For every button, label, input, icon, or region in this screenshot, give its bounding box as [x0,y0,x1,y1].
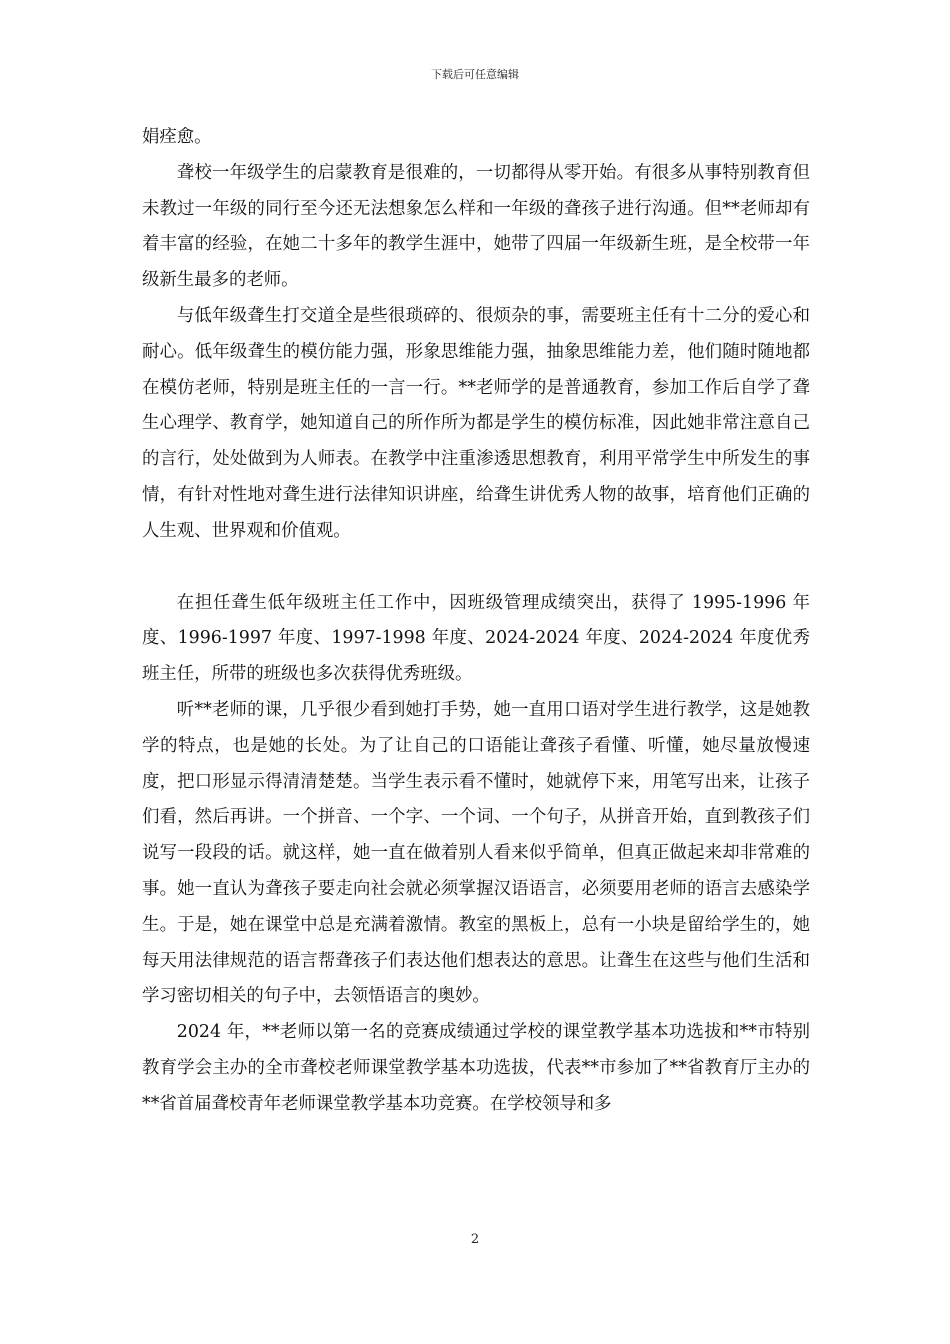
page-header: 下载后可任意编辑 [431,68,519,81]
paragraph-awards: 在担任聋生低年级班主任工作中，因班级管理成绩突出，获得了 1995-1996 年度、1996-1997 年度、1997-1998 年度、2024-2024 年度、2024-2024 年度优秀班主任，所带的班级也多次获得优秀班级。 [142,592,810,685]
paragraph-continuation: 娟痊愈。 [142,127,212,147]
paragraph-first-grade: 聋校一年级学生的启蒙教育是很难的，一切都得从零开始。有很多从事特别教育但未教过一年级的同行至今还无法想象怎么样和一年级的聋孩子进行沟通。但**老师却有着丰富的经验，在她二十多年的教学生涯中，她带了四届一年级新生班，是全校带一年级新生最多的老师。 [142,162,810,291]
paragraph-competition: 2024 年，**老师以第一名的竞赛成绩通过学校的课堂教学基本功选拔和**市特别教育学会主办的全市聋校老师课堂教学基本功选拔，代表**市参加了**省教育厅主办的**省首届聋校青年老师课堂教学基本功竞赛。在学校领导和多 [142,1022,810,1114]
paragraph-low-grade: 与低年级聋生打交道全是些很琐碎的、很烦杂的事，需要班主任有十二分的爱心和耐心。低年级聋生的模仿能力强，形象思维能力强，抽象思维能力差，他们随时随地都在模仿老师，特别是班主任的一言一行。**老师学的是普通教育，参加工作后自学了聋生心理学、教育学，她知道自己的所作所为都是学生的模仿标准，因此她非常注意自己的言行，处处做到为人师表。在教学中注重渗透思想教育，利用平常学生中所发生的事情，有针对性地对聋生进行法律知识讲座，给聋生讲优秀人物的故事，培育他们正确的人生观、世界观和价值观。 [142,305,810,541]
paragraph-spacer [142,550,810,586]
document-body [142,120,810,1123]
page-number: 2 [470,1232,480,1247]
paragraph-oral-teaching: 听**老师的课，几乎很少看到她打手势，她一直用口语对学生进行教学，这是她教学的特点，也是她的长处。为了让自己的口语能让聋孩子看懂、听懂，她尽量放慢速度，把口形显示得清清楚楚。当学生表示看不懂时，她就停下来，用笔写出来，让孩子们看，然后再讲。一个拼音、一个字、一个词、一个句子，从拼音开始，直到教孩子们说写一段段的话。就这样，她一直在做着别人看来似乎简单，但真正做起来却非常难的事。她一直认为聋孩子要走向社会就必须掌握汉语语言，必须要用老师的语言去感染学生。于是，她在课堂中总是充满着激情。教室的黑板上，总有一小块是留给学生的，她每天用法律规范的语言帮聋孩子们表达他们想表达的意思。让聋生在这些与他们生活和学习密切相关的句子中，去领悟语言的奥妙。 [142,699,810,1007]
